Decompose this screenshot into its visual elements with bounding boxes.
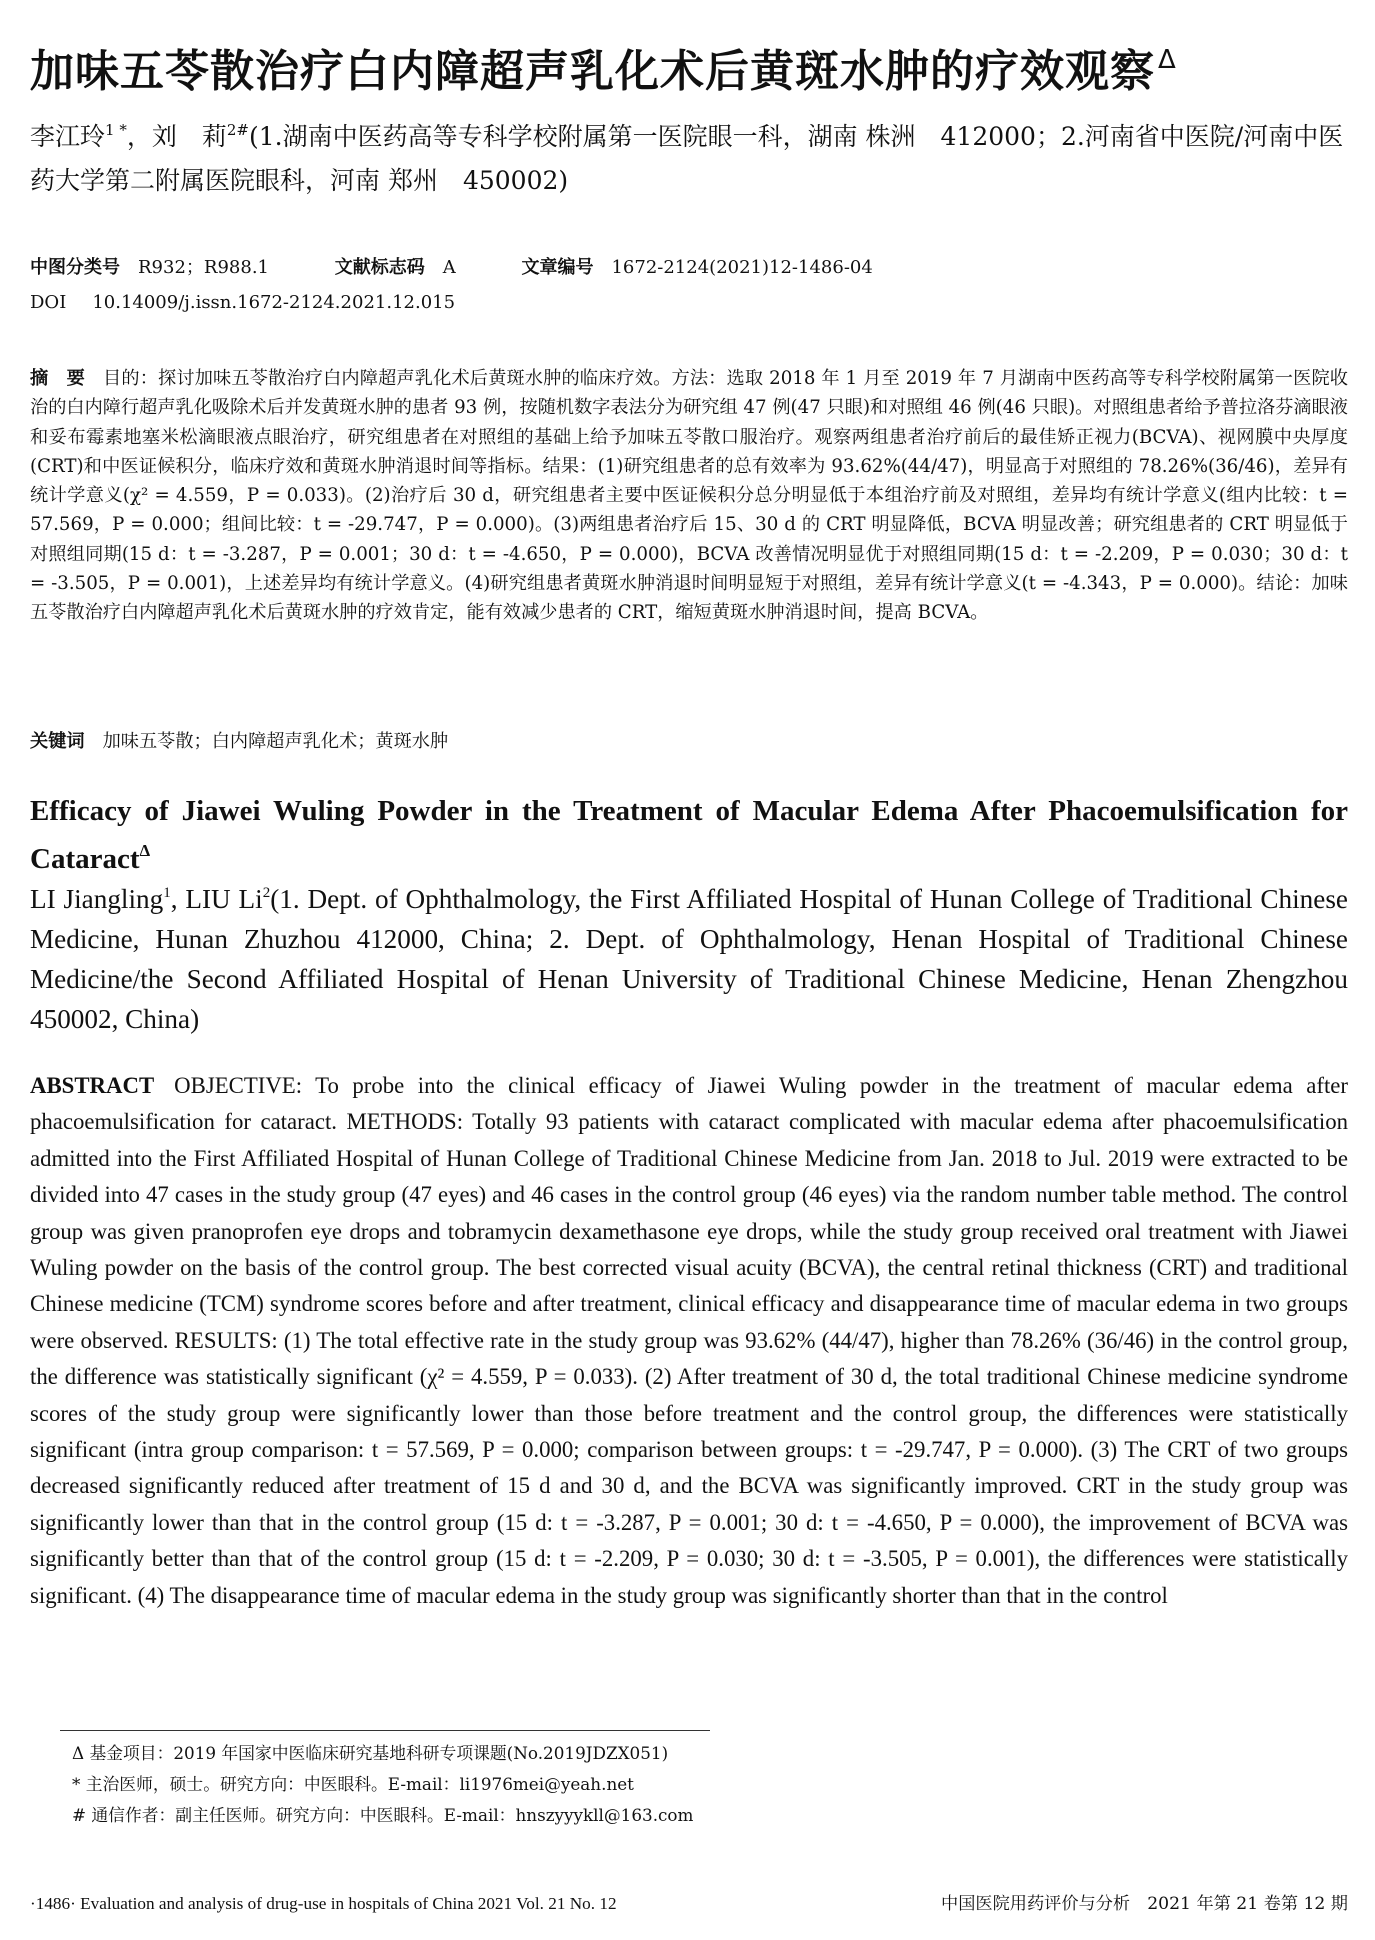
title-fund-mark: Δ — [1158, 45, 1177, 75]
doc-code-value: A — [442, 257, 456, 278]
doc-code-label: 文献标志码 — [334, 257, 425, 278]
author-1: 李江玲 — [30, 122, 106, 151]
keywords-label: 关键词 — [30, 731, 85, 752]
chinese-abstract-label: 摘 要 — [30, 368, 86, 389]
english-abstract-label: ABSTRACT — [30, 1073, 155, 1098]
footnotes — [72, 1738, 1072, 1831]
english-author-2-sup: 2 — [262, 885, 271, 901]
chinese-title — [30, 28, 1350, 104]
running-footer-right: 中国医院用药评价与分析 2021 年第 21 卷第 12 期 — [941, 1894, 1348, 1914]
english-title-fund-mark: Δ — [139, 841, 151, 860]
doi-line — [30, 287, 1350, 319]
author-separator: ，刘 莉 — [126, 122, 227, 151]
chinese-authors — [30, 108, 1350, 203]
author-2-sup: 2# — [226, 121, 249, 139]
english-title-text: Efficacy of Jiawei Wuling Powder in the Treatment of Macular Edema After Phacoemulsification for Cataract — [30, 795, 1348, 875]
english-author-1: LI Jiangling — [30, 884, 164, 914]
english-abstract-text: OBJECTIVE: To probe into the clinical efficacy of Jiawei Wuling powder in the treatment of macular edema after phacoemulsification for cataract. METHODS: Totally 93 patients with cataract complicated with macular edema after phacoemulsification admitted into the First Affiliated Hospital of Hunan College of Traditional Chinese Medicine from Jan. 2018 to Jul. 2019 were extracted to be divided into 47 cases in the study group (47 eyes) and 46 cases in the control group (46 eyes) via the random number table method. The control group was given pranoprofen eye drops and tobramycin dexamethasone eye drops, while the study group received oral treatment with Jiawei Wuling powder on the basis of the control group. The best corrected visual acuity (BCVA), the central retinal thickness (CRT) and traditional Chinese medicine (TCM) syndrome scores before and after treatment, clinical efficacy and disappearance time of macular edema in two groups were observed. RESULTS: (1) The total effective rate in the study group was 93.62% (44/47), higher than 78.26% (36/46) in the control group, the difference was statistically significant (χ² = 4.559, P = 0.033). (2) After treatment of 30 d, the total traditional Chinese medicine syndrome scores of the study group were significantly lower than those before treatment and the control group, the differences were statistically significant (intra group comparison: t = 57.569, P = 0.000; comparison between groups: t = -29.747, P = 0.000). (3) The CRT of two groups decreased significantly reduced after treatment of 15 d and 30 d, and the BCVA was significantly improved. CRT in the study group was significantly lower than that in the control group (15 d: t = -3.287, P = 0.001; 30 d: t = -4.650, P = 0.000), the improvement of BCVA was significantly better than that of the control group (15 d: t = -2.209, P = 0.030; 30 d: t = -3.505, P = 0.001), the differences were statistically significant. (4) The disappearance time of macular edema in the study group was significantly shorter than that in the control — [30, 1073, 1348, 1608]
chinese-keywords — [30, 727, 1348, 757]
chinese-abstract — [30, 364, 1348, 628]
article-no-value: 1672-2124(2021)12-1486-04 — [611, 257, 873, 278]
footnote-fund: Δ 基金项目：2019 年国家中医临床研究基地科研专项课题(No.2019JDZX051) — [72, 1743, 669, 1763]
english-authors — [30, 873, 1348, 1039]
english-title — [30, 792, 1348, 879]
article-no-label: 文章编号 — [521, 257, 594, 278]
author-1-sup: 1 * — [105, 121, 127, 139]
english-author-separator: , LIU Li — [170, 884, 263, 914]
chinese-affiliation: (1.湖南中医药高等专科学校附属第一医院眼一科，湖南 株洲 412000；2.河南省中医院/河南中医药大学第二附属医院眼科，河南 郑州 450002) — [30, 122, 1344, 195]
footnote-divider — [60, 1730, 710, 1731]
english-author-1-sup: 1 — [163, 885, 171, 901]
clc-label: 中图分类号 — [30, 257, 120, 278]
chinese-title-text: 加味五苓散治疗白内障超声乳化术后黄斑水肿的疗效观察 — [30, 46, 1155, 97]
footnote-corresponding-author: # 通信作者：副主任医师。研究方向：中医眼科。E-mail：hnszyyykll@163.com — [72, 1805, 694, 1825]
footnote-first-author: * 主治医师，硕士。研究方向：中医眼科。E-mail：li1976mei@yeah.net — [72, 1774, 634, 1794]
classification-line — [30, 252, 1350, 284]
keywords-text: 加味五苓散；白内障超声乳化术；黄斑水肿 — [102, 731, 449, 752]
chinese-abstract-text: 目的：探讨加味五苓散治疗白内障超声乳化术后黄斑水肿的临床疗效。方法：选取 2018 年 1 月至 2019 年 7 月湖南中医药高等专科学校附属第一医院收治的白内障行超声乳化吸除术后并发黄斑水肿的患者 93 例，按随机数字表法分为研究组 47 例(47 只眼)和对照组 46 例(46 只眼)。对照组患者给予普拉洛芬滴眼液和妥布霉素地塞米松滴眼液点眼治疗，研究组患者在对照组的基础上给予加味五苓散口服治疗。观察两组患者治疗前后的最佳矫正视力(BCVA)、视网膜中央厚度(CRT)和中医证候积分，临床疗效和黄斑水肿消退时间等指标。结果：(1)研究组患者的总有效率为 93.62%(44/47)，明显高于对照组的 78.26%(36/46)，差异有统计学意义(χ² = 4.559，P = 0.033)。(2)治疗后 30 d，研究组患者主要中医证候积分总分明显低于本组治疗前及对照组，差异均有统计学意义(组内比较：t = 57.569，P = 0.000；组间比较：t = -29.747，P = 0.000)。(3)两组患者治疗后 15、30 d 的 CRT 明显降低，BCVA 明显改善；研究组患者的 CRT 明显低于对照组同期(15 d：t = -3.287，P = 0.001；30 d：t = -4.650，P = 0.000)，BCVA 改善情况明显优于对照组同期(15 d：t = -2.209，P = 0.030；30 d：t = -3.505，P = 0.001)，上述差异均有统计学意义。(4)研究组患者黄斑水肿消退时间明显短于对照组，差异有统计学意义(t = -4.343，P = 0.000)。结论：加味五苓散治疗白内障超声乳化术后黄斑水肿的疗效肯定，能有效减少患者的 CRT，缩短黄斑水肿消退时间，提高 BCVA。 — [30, 368, 1348, 624]
doi-label: DOI — [30, 292, 67, 313]
doi-value: 10.14009/j.issn.1672-2124.2021.12.015 — [92, 292, 456, 313]
english-affiliation: (1. Dept. of Ophthalmology, the First Affiliated Hospital of Hunan College of Traditional Chinese Medicine, Hunan Zhuzhou 412000, China; 2. Dept. of Ophthalmology, Henan Hospital of Traditional Chinese Medicine/the Second Affiliated Hospital of Henan University of Traditional Chinese Medicine, Henan Zhengzhou 450002, China) — [30, 884, 1348, 1034]
english-abstract — [30, 1068, 1348, 1614]
clc-value: R932；R988.1 — [138, 257, 269, 278]
running-footer-left: ·1486· Evaluation and analysis of drug-use in hospitals of China 2021 Vol. 21 No. 12 — [30, 1894, 617, 1913]
